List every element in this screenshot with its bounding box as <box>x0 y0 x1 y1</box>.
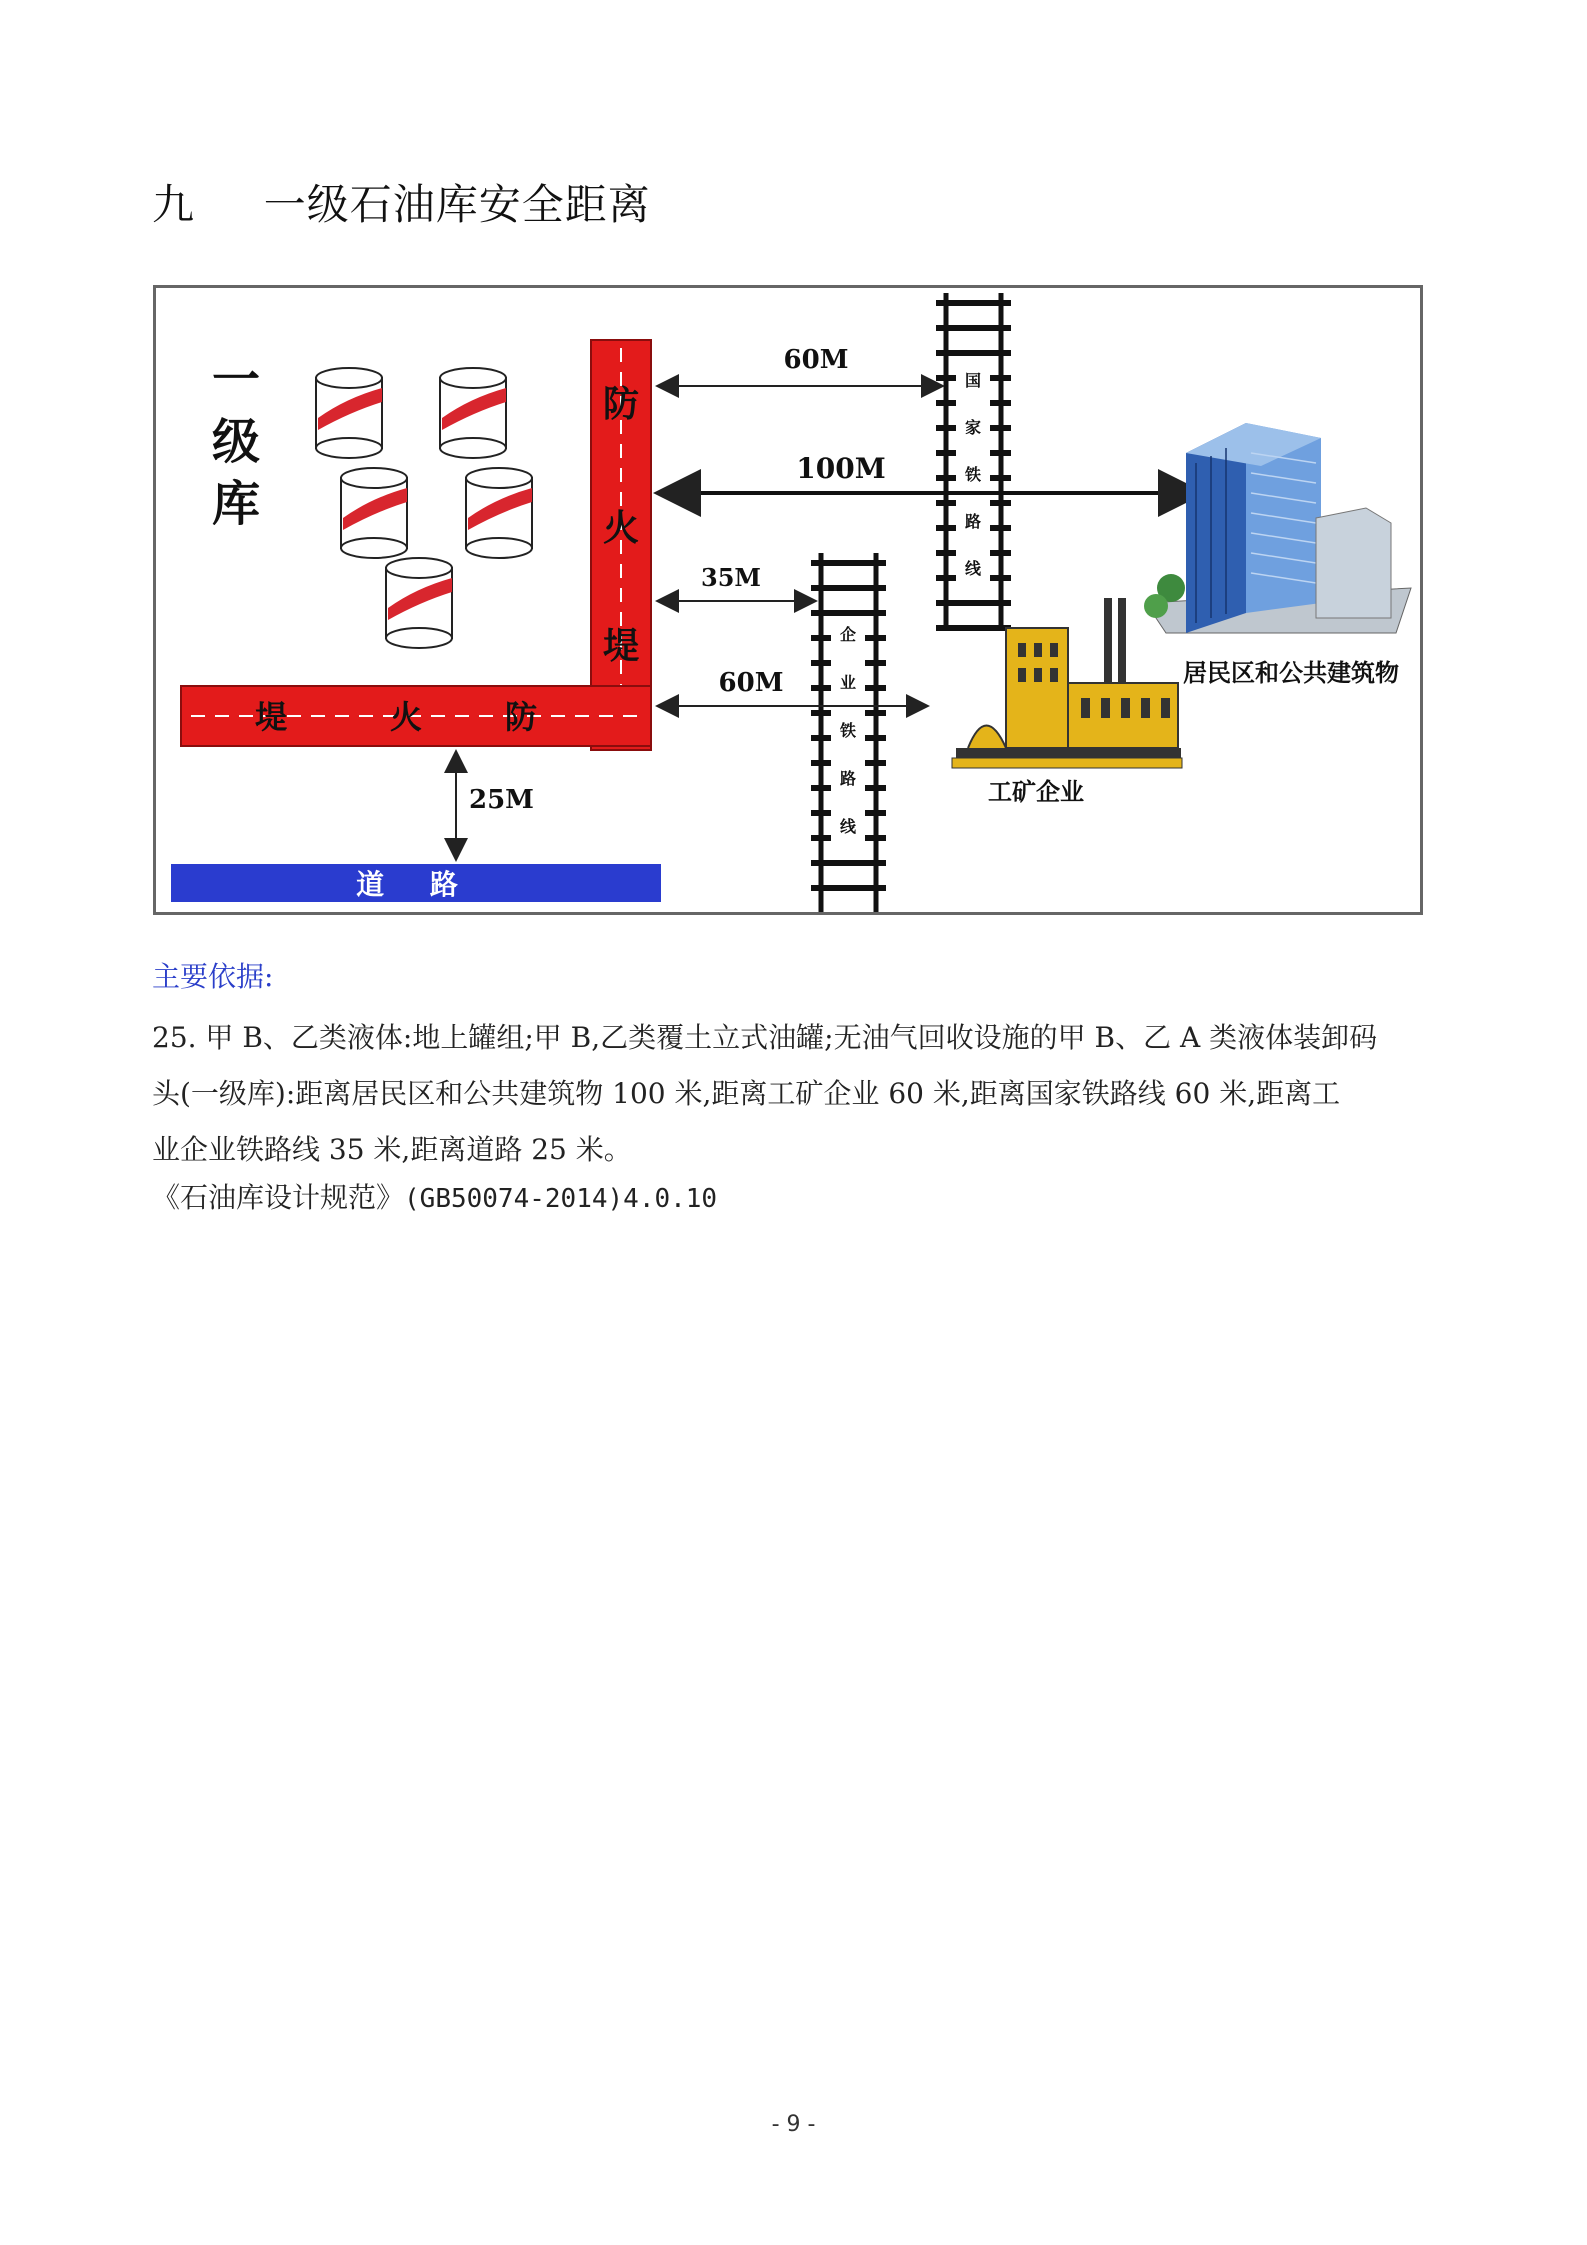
section-number: 九 <box>152 180 196 229</box>
page-title <box>152 172 651 232</box>
enterprise-railway <box>811 553 886 912</box>
depot-label-char-3: 库 <box>211 476 261 532</box>
enterprise-railway-char-3: 铁 <box>839 721 857 740</box>
reference-code: (GB50074-2014)4.0.10 <box>404 1184 718 1214</box>
safety-distance-diagram <box>153 285 1423 915</box>
basis-line-1: 25. 甲 B、乙类液体:地上罐组;甲 B,乙类覆土立式油罐;无油气回收设施的甲 B、乙 A 类液体装卸码 <box>152 1021 1378 1054</box>
fire-dike-horizontal-char-2: 火 <box>389 698 423 736</box>
national-railway-char-1: 国 <box>964 371 982 390</box>
national-railway-char-5: 线 <box>964 559 982 578</box>
section-title-text: 一级石油库安全距离 <box>263 180 651 229</box>
basis-heading: 主要依据: <box>152 960 274 993</box>
fire-dike-horizontal <box>181 686 651 746</box>
basis-line-3: 业企业铁路线 35 米,距离道路 25 米。 <box>152 1133 632 1166</box>
enterprise-railway-distance-label: 35M <box>701 563 761 592</box>
residential-label: 居民区和公共建筑物 <box>1183 658 1399 687</box>
enterprise-railway-char-1: 企 <box>839 625 857 644</box>
industrial-distance-label: 60M <box>718 668 784 698</box>
national-railway-char-2: 家 <box>964 418 982 437</box>
fire-dike-vertical-char-2: 火 <box>602 507 640 549</box>
industrial-factory-illustration <box>952 598 1182 768</box>
fire-dike-vertical-char-1: 防 <box>602 383 640 425</box>
oil-tank-3 <box>341 468 407 558</box>
oil-tank-5 <box>386 558 452 648</box>
oil-tank-2 <box>440 368 506 458</box>
depot-label-char-1: 一 <box>211 352 261 408</box>
basis-paragraph <box>152 1010 1442 1178</box>
reference-title: 《石油库设计规范》 <box>152 1181 405 1214</box>
fire-dike-horizontal-char-3: 防 <box>504 698 538 736</box>
residential-distance-label: 100M <box>796 452 886 485</box>
residential-building-illustration <box>1144 423 1411 633</box>
road <box>171 864 661 902</box>
page-number: - 9 - <box>771 2112 816 2137</box>
fire-dike-horizontal-char-1: 堤 <box>254 698 288 736</box>
national-railway-char-3: 铁 <box>964 465 982 484</box>
road-distance-label: 25M <box>469 785 534 815</box>
road-label: 道 路 <box>356 868 476 901</box>
industrial-label: 工矿企业 <box>988 777 1084 806</box>
national-railway <box>936 293 1011 628</box>
enterprise-railway-char-2: 业 <box>839 673 857 692</box>
fire-dike-vertical-char-3: 堤 <box>602 625 640 667</box>
national-railway-distance-label: 60M <box>783 345 849 375</box>
oil-tank-4 <box>466 468 532 558</box>
diagram-canvas <box>156 288 1420 912</box>
enterprise-railway-char-5: 线 <box>839 817 857 836</box>
enterprise-railway-char-4: 路 <box>839 769 857 788</box>
depot-label-char-2: 级 <box>211 414 261 470</box>
reference-citation <box>152 1176 717 1216</box>
oil-tank-1 <box>316 368 382 458</box>
national-railway-char-4: 路 <box>964 512 982 531</box>
basis-line-2: 头(一级库):距离居民区和公共建筑物 100 米,距离工矿企业 60 米,距离国家铁路线 60 米,距离工 <box>152 1077 1341 1110</box>
